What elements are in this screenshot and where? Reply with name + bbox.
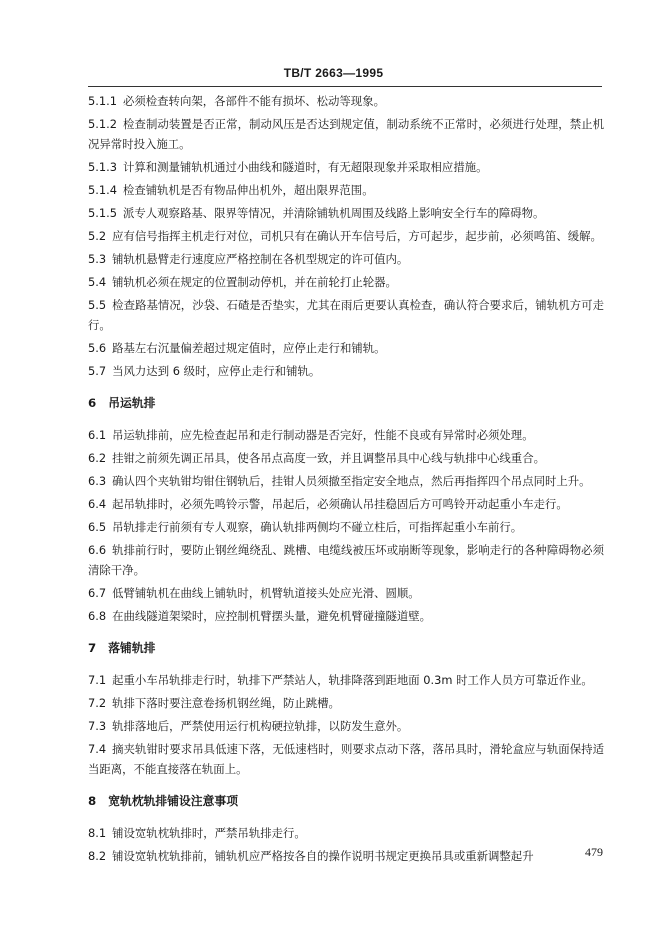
clause-number: 6.1 xyxy=(88,428,107,442)
clause-text: 摘夹轨钳时要求吊具低速下落，无低速档时，则要求点动下落，落吊具时，滑轮盒应与轨面保持适当距离，不能直接落在轨面上。 xyxy=(88,742,604,776)
clause-number: 6.3 xyxy=(88,474,107,488)
clause-paragraph xyxy=(88,540,604,580)
clause-number: 8.1 xyxy=(88,826,107,840)
clause-number: 5.3 xyxy=(88,252,107,266)
clause-paragraph xyxy=(88,295,604,335)
clause-text: 派专人观察路基、限界等情况，并清除铺轨机周围及线路上影响安全行车的障碍物。 xyxy=(122,206,545,220)
section-heading xyxy=(88,638,604,658)
clause-text: 铺设宽轨枕轨排前，铺轨机应严格按各自的操作说明书规定更换吊具或重新调整起升 xyxy=(112,849,534,863)
clause-paragraph xyxy=(88,91,604,111)
clause-paragraph xyxy=(88,739,604,779)
clause-paragraph xyxy=(88,272,604,292)
clause-text: 轨排前行时，要防止钢丝绳绕乱、跳槽、电缆线被压坏或崩断等现象，影响走行的各种障碍物必须清除干净。 xyxy=(88,543,604,577)
clause-paragraph xyxy=(88,494,604,514)
clause-text: 吊运轨排前，应先检查起吊和走行制动器是否完好，性能不良或有异常时必须处理。 xyxy=(112,428,534,442)
clause-paragraph xyxy=(88,448,604,468)
clause-number: 6.8 xyxy=(88,609,107,623)
section-title: 宽轨枕轨排铺设注意事项 xyxy=(108,794,238,808)
clause-paragraph xyxy=(88,846,604,866)
clause-number: 5.1.3 xyxy=(88,160,117,174)
clause-number: 5.1.4 xyxy=(88,183,117,197)
clause-paragraph xyxy=(88,157,604,177)
clause-paragraph xyxy=(88,203,604,223)
clause-number: 7.4 xyxy=(88,742,107,756)
clause-text: 轨排落地后，严禁使用运行机构硬拉轨排，以防发生意外。 xyxy=(112,719,409,733)
clause-number: 5.5 xyxy=(88,298,107,312)
clause-number: 6 xyxy=(88,396,97,410)
clause-number: 5.1.2 xyxy=(88,117,117,131)
clause-text: 计算和测量铺轨机通过小曲线和隧道时，有无超限现象并采取相应措施。 xyxy=(122,160,488,174)
clause-paragraph xyxy=(88,670,604,690)
standard-header: TB/T 2663—1995 xyxy=(283,66,384,80)
clause-number: 7.2 xyxy=(88,696,107,710)
clause-text: 必须检查转向架，各部件不能有损坏、松动等现象。 xyxy=(122,94,385,108)
clause-text: 检查铺轨机是否有物品伸出机外，超出限界范围。 xyxy=(122,183,374,197)
clause-number: 6.7 xyxy=(88,586,107,600)
clause-paragraph xyxy=(88,517,604,537)
clause-paragraph xyxy=(88,823,604,843)
clause-text: 吊轨排走行前须有专人观察，确认轨排两侧均不碰立柱后，可指挥起重小车前行。 xyxy=(112,520,523,534)
clause-paragraph xyxy=(88,338,604,358)
clause-number: 5.4 xyxy=(88,275,107,289)
clause-number: 6.2 xyxy=(88,451,107,465)
clause-paragraph xyxy=(88,114,604,154)
clause-number: 5.1.5 xyxy=(88,206,117,220)
clause-paragraph xyxy=(88,180,604,200)
clause-paragraph xyxy=(88,361,604,381)
section-heading xyxy=(88,393,604,413)
section-title: 吊运轨排 xyxy=(108,396,156,410)
clause-paragraph xyxy=(88,716,604,736)
clause-number: 6.6 xyxy=(88,543,107,557)
clause-text: 在曲线隧道架梁时，应控制机臂摆头量，避免机臂碰撞隧道壁。 xyxy=(112,609,432,623)
clause-number: 6.4 xyxy=(88,497,107,511)
clause-text: 起重小车吊轨排走行时，轨排下严禁站人，轨排降落到距地面 0.3m 时工作人员方可靠近作业。 xyxy=(112,673,593,687)
clause-text: 检查制动装置是否正常，制动风压是否达到规定值，制动系统不正常时，必须进行处理，禁止机况异常时投入施工。 xyxy=(88,117,604,151)
clause-number: 5.1.1 xyxy=(88,94,117,108)
clause-paragraph xyxy=(88,606,604,626)
clause-number: 6.5 xyxy=(88,520,107,534)
clause-paragraph xyxy=(88,583,604,603)
clause-number: 8.2 xyxy=(88,849,107,863)
clause-paragraph xyxy=(88,226,604,246)
clause-text: 确认四个夹轨钳均钳住钢轨后，挂钳人员须撤至指定安全地点，然后再指挥四个吊点同时上升。 xyxy=(112,474,591,488)
clause-text: 铺轨机悬臂走行速度应严格控制在各机型规定的许可值内。 xyxy=(112,252,409,266)
clause-number: 5.2 xyxy=(88,229,107,243)
clause-number: 5.7 xyxy=(88,364,107,378)
clause-text: 低臂铺轨机在曲线上铺轨时，机臂轨道接头处应光滑、圆顺。 xyxy=(112,586,420,600)
clause-text: 当风力达到 6 级时，应停止走行和铺轨。 xyxy=(112,364,321,378)
header-rule xyxy=(88,86,602,87)
page-number: 479 xyxy=(585,845,603,859)
section-title: 落铺轨排 xyxy=(108,641,156,655)
clause-text: 铺轨机必须在规定的位置制动停机，并在前轮打止轮器。 xyxy=(112,275,397,289)
clause-paragraph xyxy=(88,471,604,491)
clause-number: 7.3 xyxy=(88,719,107,733)
clause-text: 轨排下落时要注意卷扬机钢丝绳，防止跳槽。 xyxy=(112,696,340,710)
clause-number: 8 xyxy=(88,794,97,808)
clause-paragraph xyxy=(88,249,604,269)
document-body xyxy=(88,91,604,869)
clause-paragraph xyxy=(88,425,604,445)
clause-text: 铺设宽轨枕轨排时，严禁吊轨排走行。 xyxy=(112,826,306,840)
clause-text: 起吊轨排时，必须先鸣铃示警，吊起后，必须确认吊挂稳固后方可鸣铃开动起重小车走行。 xyxy=(112,497,568,511)
clause-paragraph xyxy=(88,693,604,713)
clause-number: 5.6 xyxy=(88,341,107,355)
clause-text: 路基左右沉量偏差超过规定值时，应停止走行和铺轨。 xyxy=(112,341,386,355)
clause-number: 7 xyxy=(88,641,97,655)
clause-number: 7.1 xyxy=(88,673,107,687)
clause-text: 检查路基情况，沙袋、石碴是否垫实，尤其在雨后更要认真检查，确认符合要求后，铺轨机方可走行。 xyxy=(88,298,604,332)
section-heading xyxy=(88,791,604,811)
clause-text: 挂钳之前须先调正吊具，使各吊点高度一致，并且调整吊具中心线与轨排中心线重合。 xyxy=(112,451,545,465)
clause-text: 应有信号指挥主机走行对位，司机只有在确认开车信号后，方可起步，起步前，必须鸣笛、缓解。 xyxy=(112,229,602,243)
